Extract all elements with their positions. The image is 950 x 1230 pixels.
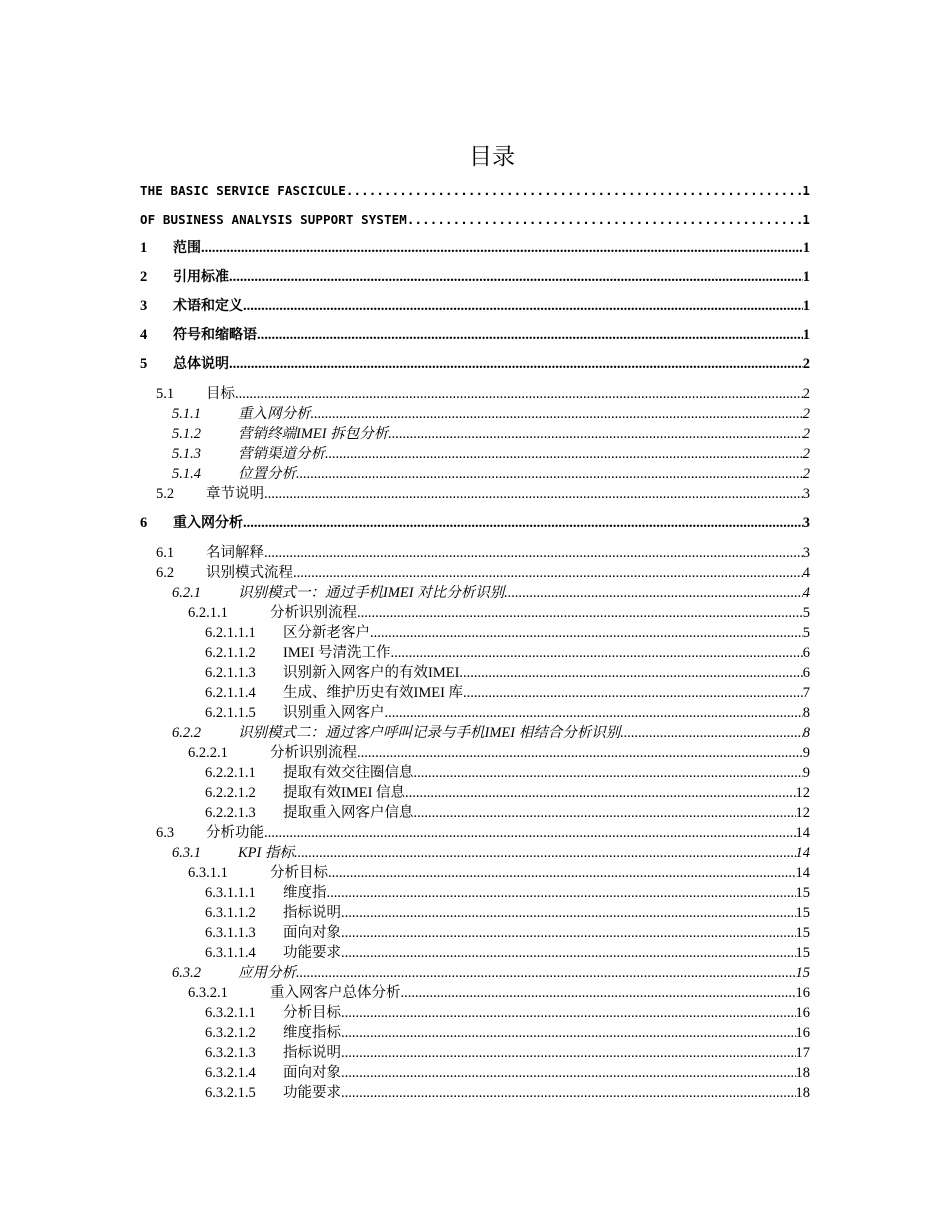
toc-entry-page: 2 [802, 386, 810, 402]
toc-entry-page: 14 [795, 845, 810, 861]
toc-entry-title: 重入网分析 [238, 406, 311, 422]
toc-entry[interactable] [140, 543, 810, 563]
toc-entry-number: 2 [140, 269, 148, 285]
toc-entry-page: 6 [802, 665, 810, 681]
toc-entry-title: 名词解释 [206, 545, 264, 561]
toc-entry[interactable] [140, 803, 810, 823]
toc-entry-page: 15 [795, 885, 810, 901]
dot-leader [341, 1023, 796, 1043]
toc-entry[interactable] [140, 1063, 810, 1083]
dot-leader [341, 943, 796, 963]
toc-entry-page: 1 [802, 212, 810, 227]
toc-entry-title: 提取有效IMEI 信息 [283, 785, 406, 801]
dot-leader [341, 1043, 796, 1063]
dot-leader [201, 234, 803, 263]
toc-entry-number: 6.1 [156, 545, 175, 561]
toc-entry-number: 6.3.1.1.4 [205, 945, 256, 961]
dot-leader [328, 863, 796, 883]
toc-entry-title: 识别新入网客户的有效IMEI [283, 665, 460, 681]
dot-leader [229, 263, 803, 292]
dot-leader [357, 603, 803, 623]
dot-leader [264, 484, 803, 504]
toc-entry-title: KPI 指标 [238, 845, 294, 861]
dot-leader [401, 983, 796, 1003]
dot-leader [414, 803, 796, 823]
toc-entry[interactable] [140, 424, 810, 444]
toc-entry-page: 15 [795, 945, 810, 961]
toc-entry[interactable] [140, 783, 810, 803]
toc-entry-title: 面向对象 [283, 1065, 341, 1081]
toc-entry-title: 区分新老客户 [283, 625, 370, 641]
toc-entry[interactable] [140, 863, 810, 883]
dot-leader [294, 843, 796, 863]
toc-entry[interactable] [140, 843, 810, 863]
toc-entry-number: 5.2 [156, 486, 175, 502]
toc-entry-title: 应用分析 [238, 965, 296, 981]
toc-entry-page: 5 [802, 625, 810, 641]
toc-entry-title: 识别模式流程 [206, 565, 293, 581]
toc-entry-page: 5 [802, 605, 810, 621]
toc-entry-page: 4 [802, 585, 810, 601]
toc-entry-number: 1 [140, 240, 148, 256]
toc-title: 目录 [469, 144, 515, 170]
dot-leader [370, 623, 803, 643]
toc-entry-page: 3 [802, 515, 810, 531]
toc-entry-number: 5.1 [156, 386, 175, 402]
toc-entry-title: 生成、维护历史有效IMEI 库 [283, 685, 464, 701]
dot-leader [388, 424, 803, 444]
toc-entry[interactable] [140, 263, 810, 292]
toc-entry[interactable] [140, 683, 810, 703]
toc-entry-number: 6.3.2 [172, 965, 201, 981]
toc-entry-number: 6.3.1.1.2 [205, 905, 256, 921]
toc-entry-number: 6.2.2.1 [188, 745, 228, 761]
dot-leader [235, 384, 803, 404]
toc-entry-number: 5 [140, 356, 148, 372]
toc-entry-title: 目标 [206, 386, 235, 402]
toc-entry-title: 引用标准 [173, 269, 229, 285]
toc-entry[interactable] [140, 444, 810, 464]
dot-leader [296, 464, 803, 484]
toc-entry-number: 6.3.1.1.3 [205, 925, 256, 941]
toc-entry-page: 9 [802, 745, 810, 761]
toc-entry[interactable] [140, 763, 810, 783]
toc-entry[interactable] [140, 350, 810, 379]
toc-entry-number: 6.2.2.1.3 [205, 805, 256, 821]
toc-entry-title: 营销终端IMEI 拆包分析 [238, 426, 389, 442]
toc-entry-page: 16 [795, 1025, 810, 1041]
toc-entry-number: 6.3.2.1.3 [205, 1045, 256, 1061]
toc-entry-title: THE BASIC SERVICE FASCICULE [140, 183, 346, 198]
toc-entry-page: 15 [795, 925, 810, 941]
toc-entry-page: 2 [802, 356, 810, 372]
dot-leader [357, 743, 803, 763]
toc-entry-number: 6.3.2.1 [188, 985, 228, 1001]
toc-entry-page: 16 [795, 985, 810, 1001]
toc-entry-page: 14 [795, 865, 810, 881]
toc-entry-page: 1 [802, 240, 810, 256]
table-of-contents [140, 176, 810, 1103]
dot-leader [325, 444, 803, 464]
dot-leader [264, 823, 796, 843]
toc-entry-title: 维度指 [283, 885, 327, 901]
toc-entry-page: 1 [802, 269, 810, 285]
toc-entry-title: 分析目标 [283, 1005, 341, 1021]
dot-leader [229, 350, 803, 379]
toc-entry-number: 5.1.3 [172, 446, 201, 462]
toc-entry-title: 识别重入网客户 [283, 705, 385, 721]
dot-leader [459, 663, 802, 683]
toc-entry-title: IMEI 号清洗工作 [283, 645, 391, 661]
toc-entry[interactable] [140, 1043, 810, 1063]
toc-entry-number: 6.3.1 [172, 845, 201, 861]
toc-entry-page: 12 [795, 785, 810, 801]
toc-entry-title: 指标说明 [283, 905, 341, 921]
toc-entry-number: 3 [140, 298, 148, 314]
toc-entry[interactable] [140, 703, 810, 723]
dot-leader [463, 683, 803, 703]
toc-entry[interactable] [140, 384, 810, 404]
toc-entry-title: 识别模式一：通过手机IMEI 对比分析识别 [238, 585, 505, 601]
toc-entry-title: 营销渠道分析 [238, 446, 325, 462]
toc-entry-number: 6.3.2.1.1 [205, 1005, 256, 1021]
toc-entry[interactable] [140, 623, 810, 643]
toc-entry-title: 面向对象 [283, 925, 341, 941]
toc-entry-page: 18 [795, 1065, 810, 1081]
toc-entry[interactable] [140, 484, 810, 504]
toc-entry-number: 6.2 [156, 565, 175, 581]
toc-entry-page: 8 [802, 705, 810, 721]
toc-entry-title: 重入网客户总体分析 [270, 985, 401, 1001]
toc-entry-title: 分析目标 [270, 865, 328, 881]
toc-entry-number: 6.3.1.1 [188, 865, 228, 881]
toc-entry-page: 4 [802, 565, 810, 581]
toc-entry[interactable] [140, 943, 810, 963]
dot-leader [346, 176, 802, 205]
toc-entry-page: 15 [795, 965, 810, 981]
toc-entry-page: 2 [802, 446, 810, 462]
toc-entry-title: 功能要求 [283, 945, 341, 961]
toc-entry[interactable] [140, 464, 810, 484]
toc-entry-number: 6.2.1.1.4 [205, 685, 256, 701]
dot-leader [504, 583, 803, 603]
dot-leader [620, 723, 803, 743]
toc-entry-page: 2 [802, 406, 810, 422]
toc-entry-number: 6.3.2.1.2 [205, 1025, 256, 1041]
toc-entry-number: 5.1.4 [172, 466, 201, 482]
toc-entry[interactable] [140, 963, 810, 983]
toc-entry-page: 14 [795, 825, 810, 841]
toc-entry-page: 9 [802, 765, 810, 781]
toc-entry[interactable] [140, 663, 810, 683]
toc-entry-title: 分析识别流程 [270, 745, 357, 761]
toc-entry-page: 7 [802, 685, 810, 701]
toc-entry-number: 6.2.1.1 [188, 605, 228, 621]
toc-entry[interactable] [140, 923, 810, 943]
dot-leader [341, 1083, 796, 1103]
toc-entry-number: 6.2.2.1.1 [205, 765, 256, 781]
toc-entry[interactable] [140, 176, 810, 205]
dot-leader [243, 509, 803, 538]
toc-entry-title: 功能要求 [283, 1085, 341, 1101]
toc-entry[interactable] [140, 583, 810, 603]
dot-leader [311, 404, 803, 424]
toc-entry[interactable] [140, 1083, 810, 1103]
toc-entry-title: 范围 [173, 240, 201, 256]
toc-entry-number: 5.1.1 [172, 406, 201, 422]
toc-entry[interactable] [140, 743, 810, 763]
toc-entry-title: 术语和定义 [173, 298, 243, 314]
dot-leader [243, 292, 803, 321]
toc-entry[interactable] [140, 823, 810, 843]
toc-entry[interactable] [140, 1023, 810, 1043]
toc-entry[interactable] [140, 983, 810, 1003]
toc-entry-title: 总体说明 [173, 356, 229, 372]
toc-entry-title: 提取有效交往圈信息 [283, 765, 414, 781]
toc-entry-page: 1 [802, 298, 810, 314]
toc-entry-page: 16 [795, 1005, 810, 1021]
dot-leader [414, 763, 803, 783]
dot-leader [341, 923, 796, 943]
toc-entry-number: 6.2.1.1.1 [205, 625, 256, 641]
toc-entry[interactable] [140, 883, 810, 903]
dot-leader [293, 563, 803, 583]
toc-entry-page: 15 [795, 905, 810, 921]
toc-entry-page: 6 [802, 645, 810, 661]
dot-leader [327, 883, 796, 903]
toc-entry-number: 6.3.2.1.4 [205, 1065, 256, 1081]
toc-entry[interactable] [140, 643, 810, 663]
toc-entry-number: 6.2.1.1.2 [205, 645, 256, 661]
toc-entry-number: 6.2.1.1.5 [205, 705, 256, 721]
dot-leader [264, 543, 803, 563]
toc-entry-title: 重入网分析 [173, 515, 243, 531]
toc-entry-page: 8 [802, 725, 810, 741]
toc-entry[interactable] [140, 563, 810, 583]
toc-entry[interactable] [140, 234, 810, 263]
toc-entry-number: 6.3 [156, 825, 175, 841]
toc-entry-page: 1 [802, 327, 810, 343]
dot-leader [296, 963, 796, 983]
dot-leader [391, 643, 803, 663]
toc-entry-number: 4 [140, 327, 148, 343]
toc-entry-number: 6.2.2.1.2 [205, 785, 256, 801]
toc-entry-page: 18 [795, 1085, 810, 1101]
toc-entry[interactable] [140, 509, 810, 538]
toc-entry-page: 17 [795, 1045, 810, 1061]
toc-entry[interactable] [140, 321, 810, 350]
toc-entry[interactable] [140, 603, 810, 623]
toc-entry[interactable] [140, 723, 810, 743]
toc-entry-page: 3 [802, 486, 810, 502]
dot-leader [341, 1063, 796, 1083]
toc-entry-title: 分析识别流程 [270, 605, 357, 621]
dot-leader [407, 205, 802, 234]
toc-entry[interactable] [140, 1003, 810, 1023]
toc-entry-title: 提取重入网客户信息 [283, 805, 414, 821]
toc-entry-title: 维度指标 [283, 1025, 341, 1041]
toc-entry-page: 2 [802, 426, 810, 442]
toc-entry-number: 6.2.1 [172, 585, 201, 601]
toc-entry[interactable] [140, 205, 810, 234]
toc-entry-page: 1 [802, 183, 810, 198]
dot-leader [341, 903, 796, 923]
toc-entry-number: 6.2.1.1.3 [205, 665, 256, 681]
dot-leader [385, 703, 803, 723]
toc-entry-title: 指标说明 [283, 1045, 341, 1061]
toc-entry-number: 6.3.2.1.5 [205, 1085, 256, 1101]
toc-entry[interactable] [140, 903, 810, 923]
toc-entry-title: 章节说明 [206, 486, 264, 502]
toc-entry-page: 2 [802, 466, 810, 482]
toc-entry-number: 6.3.1.1.1 [205, 885, 256, 901]
toc-entry[interactable] [140, 292, 810, 321]
toc-entry-number: 6 [140, 515, 148, 531]
toc-entry[interactable] [140, 404, 810, 424]
toc-entry-number: 5.1.2 [172, 426, 201, 442]
toc-entry-title: OF BUSINESS ANALYSIS SUPPORT SYSTEM [140, 212, 407, 227]
toc-entry-title: 符号和缩略语 [173, 327, 257, 343]
toc-entry-title: 分析功能 [206, 825, 264, 841]
dot-leader [257, 321, 803, 350]
toc-entry-title: 位置分析 [238, 466, 296, 482]
toc-entry-page: 3 [802, 545, 810, 561]
dot-leader [341, 1003, 796, 1023]
toc-entry-title: 识别模式二：通过客户呼叫记录与手机IMEI 相结合分析识别 [238, 725, 621, 741]
toc-entry-number: 6.2.2 [172, 725, 201, 741]
toc-entry-page: 12 [795, 805, 810, 821]
dot-leader [405, 783, 795, 803]
